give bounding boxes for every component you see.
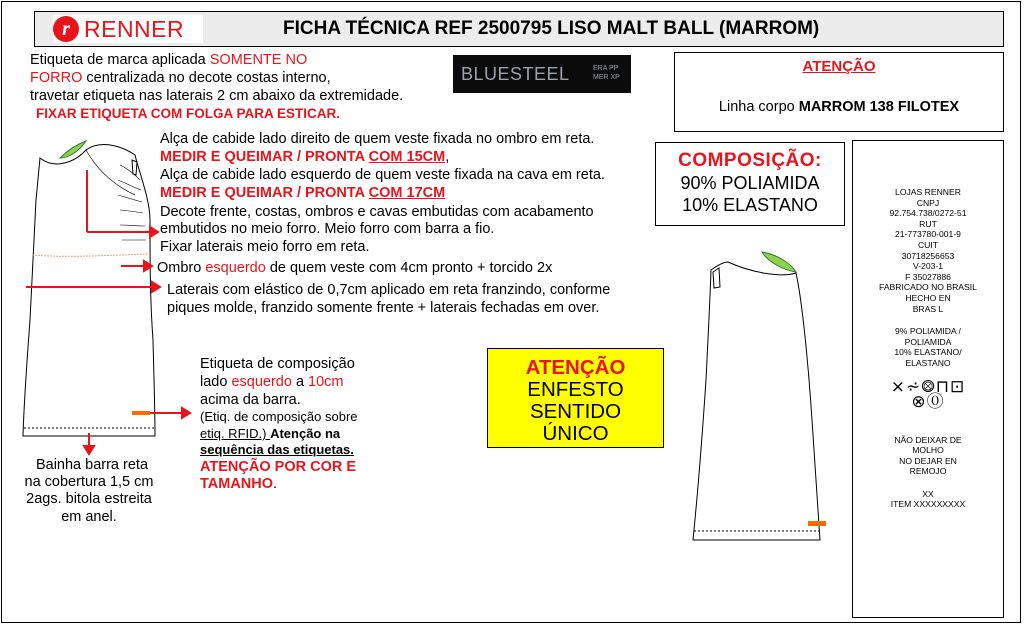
comp-note-line7: ATENÇÃO POR COR E [200, 459, 357, 475]
side-note-line1: Laterais com elástico de 0,7cm aplicado em reta franzindo, conforme [167, 282, 611, 298]
spreading-line3: SENTIDO [529, 400, 622, 423]
care-label-text-line: 21-773780-001-9 [895, 229, 961, 240]
bluesteel-size-2: MER XP [593, 74, 620, 81]
spreading-line4: ÚNICO [542, 422, 609, 445]
comp-note-line3: acima da barra. [200, 392, 301, 408]
spreading-attention-title: ATENÇÃO [525, 356, 626, 379]
comp-note-line1: Etiqueta de composição [200, 356, 355, 372]
hanger-note-line3: Alça de cabide lado esquerdo de quem veste fixada na cava em reta. [160, 167, 605, 183]
hanger-note-line7: Fixar laterais meio forro em reta. [160, 239, 370, 255]
hem-note-line4: em anel. [61, 509, 117, 525]
left-hanger-loop-icon [60, 141, 86, 158]
spreading-line2: ENFESTO [527, 378, 624, 401]
care-label-text-line: REMOJO [909, 466, 947, 477]
brand-label-note-line2: FORRO centralizada no decote costas interno, [30, 70, 331, 86]
care-label-text-line: ITEM XXXXXXXXX [890, 499, 966, 510]
composition-label-marker [132, 411, 150, 415]
page-title: FICHA TÉCNICA REF 2500795 LISO MALT BALL (MARROM) [283, 18, 820, 39]
brand-label-note-warning: FIXAR ETIQUETA COM FOLGA PARA ESTICAR. [36, 106, 340, 121]
bluesteel-size-1: ERA PP [593, 65, 619, 72]
care-symbols-icon: ⨯⩫⨷⊓⊡ ⊗⓪ [890, 376, 966, 411]
renner-logo-mark-icon: r [53, 16, 79, 42]
comp-note-line8: TAMANHO. [200, 476, 278, 492]
hem-note-line2: na cobertura 1,5 cm [24, 474, 154, 490]
care-label-text-line: CNPJ [916, 197, 940, 208]
care-label-text-line: 10% ELASTANO/ [894, 347, 962, 358]
care-label-text-line: F 35027886 [905, 271, 951, 282]
hem-note-line3: 2ags. bitola estreita [26, 491, 152, 507]
renner-logo-text: RENNER [84, 15, 185, 42]
care-label-text-line: XX [922, 488, 934, 499]
care-label-text-line: NO DEJAR EN [899, 455, 957, 466]
care-label-text-line: FABRICADO NO BRASIL [879, 282, 977, 293]
composition-label-marker-back [808, 521, 826, 526]
hanger-note-line2: MEDIR E QUEIMAR / PRONTA COM 15CM, [160, 149, 450, 165]
care-label-text-line: LOJAS RENNER [895, 187, 961, 197]
comp-note-line2: lado esquerdo a 10cm [200, 374, 344, 390]
attention-thread-text: Linha corpo MARROM 138 FILOTEX [718, 99, 960, 115]
care-label-text-line: 9% POLIAMIDA / [895, 326, 961, 337]
care-label-text-line: V-203-1 [912, 261, 944, 272]
care-label-text-line: NÃO DEIXAR DE [894, 434, 962, 445]
composition-line1: 90% POLIAMIDA [680, 173, 820, 193]
comp-note-line6: sequência das etiquetas. [200, 442, 354, 457]
comp-note-line5: etiq. RFID.) Atenção na [200, 426, 341, 441]
hanger-note-line6: embutidos no meio forro. Meio forro com barra a fio. [160, 221, 495, 237]
care-label-text-line: MOLHO [912, 445, 944, 456]
composition-line2: 10% ELASTANO [682, 195, 818, 215]
bluesteel-brand: BLUESTEEL [461, 64, 570, 84]
hanger-note-line4: MEDIR E QUEIMAR / PRONTA COM 17CM [160, 185, 446, 201]
dress-back-sketch [693, 262, 820, 540]
care-label-text-line: CUIT [917, 239, 939, 250]
hanger-note-line5: Decote frente, costas, ombros e cavas embutidas com acabamento [160, 204, 594, 220]
attention-thread-title: ATENÇÃO [802, 58, 876, 75]
care-label-text-line: HECHO EN [905, 292, 951, 303]
right-hanger-loop-icon [762, 252, 796, 272]
brand-label-note-line3: travetar etiqueta nas laterais 2 cm abaixo da extremidade. [30, 88, 404, 104]
care-label-text-line: ELASTANO [905, 357, 951, 368]
comp-note-line4: (Etiq. de composição sobre [200, 409, 358, 424]
composition-title: COMPOSIÇÃO: [678, 150, 822, 171]
hem-note-line1: Bainha barra reta [35, 457, 149, 473]
brand-label-note-line1: Etiqueta de marca aplicada SOMENTE NO [30, 52, 308, 68]
care-label-text-line: RUT [919, 218, 937, 229]
care-label-text-line: POLIAMIDA [904, 336, 952, 347]
dress-front-sketch [23, 145, 155, 436]
hanger-note-line1: Alça de cabide lado direito de quem veste fixada no ombro em reta. [160, 131, 595, 147]
care-label-text-line: 30718256653 [901, 250, 955, 261]
side-note-line2: piques molde, franzido somente frente + laterais fechadas em over. [167, 300, 600, 316]
annotation-arrows [26, 170, 190, 454]
shoulder-note: Ombro esquerdo de quem veste com 4cm pronto + torcido 2x [157, 260, 553, 276]
care-label-text-line: BRAS L [912, 303, 944, 314]
care-label-text-line: 92.754.738/0272-51 [889, 208, 967, 219]
